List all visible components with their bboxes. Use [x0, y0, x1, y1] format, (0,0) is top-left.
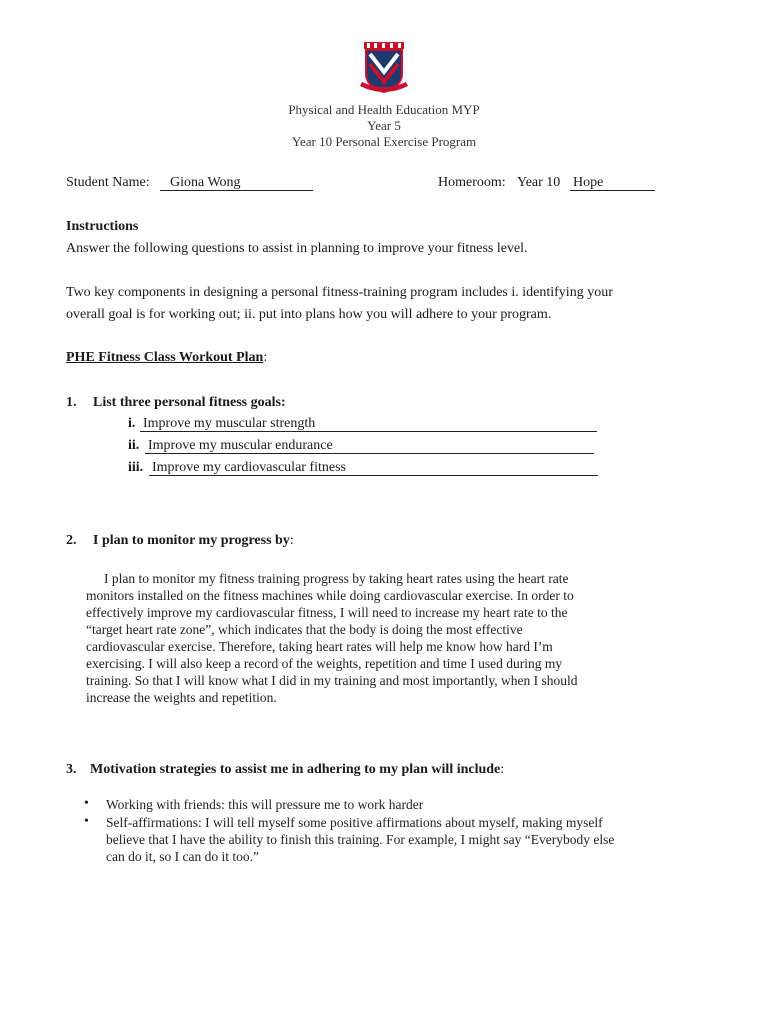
q2-question: I plan to monitor my progress by: [93, 533, 290, 548]
goal-2-number: ii.: [128, 438, 140, 453]
student-name-label: Student Name:: [66, 175, 150, 190]
bullet-dot-icon: •: [84, 814, 89, 829]
q2-answer-line: cardiovascular exercise. Therefore, taking heart rates will help me know how hard I’m: [86, 639, 553, 654]
homeroom-value: Hope: [573, 175, 604, 190]
header-line-2: Year 5: [367, 118, 401, 133]
student-name-value: Giona Wong: [170, 175, 241, 190]
q2-answer-line: increase the weights and repetition.: [86, 690, 277, 705]
q3-question: Motivation strategies to assist me in adhering to my plan will include: [90, 762, 501, 777]
motivation-item-line: Self-affirmations: I will tell myself some positive affirmations about myself, making myself: [106, 815, 603, 830]
goal-1-text: Improve my muscular strength: [143, 416, 316, 431]
q1-number: 1.: [66, 395, 77, 410]
goal-3-text: Improve my cardiovascular fitness: [152, 460, 346, 475]
q2-colon: :: [289, 533, 294, 548]
school-crest-logo: [358, 40, 410, 96]
q2-answer-line: monitors installed on the fitness machines while doing cardiovascular exercise. In order to: [86, 588, 574, 603]
q2-answer-line: I plan to monitor my fitness training progress by taking heart rates using the heart rate: [104, 571, 569, 586]
q2-question-row: [93, 533, 294, 549]
goal-1-underline: [140, 431, 597, 432]
q2-answer-line: effectively improve my cardiovascular fitness, I will need to increase my heart rate to the: [86, 605, 568, 620]
q1-question: List three personal fitness goals:: [93, 395, 286, 410]
goal-1-number: i.: [128, 416, 136, 431]
bullet-dot-icon: •: [84, 796, 89, 811]
q3-question-row: [90, 762, 504, 778]
header-line-1: Physical and Health Education MYP: [288, 102, 480, 117]
motivation-item-line: believe that I have the ability to finish this training. For example, I might say “Everybody else: [106, 832, 615, 847]
components-line-1: Two key components in designing a personal fitness-training program includes i. identifying your: [66, 285, 613, 300]
q2-answer: [86, 570, 706, 706]
q2-answer-line: “target heart rate zone”, which indicates that the body is doing the most effective: [86, 622, 523, 637]
q2-number: 2.: [66, 533, 77, 548]
components-line-2: overall goal is for working out; ii. put into plans how you will adhere to your program.: [66, 307, 552, 322]
homeroom-prefix: Year 10: [517, 175, 561, 190]
homeroom-label: Homeroom:: [438, 175, 506, 190]
goal-3-number: iii.: [128, 460, 144, 475]
motivation-item-line: Working with friends: this will pressure me to work harder: [106, 797, 424, 812]
header-line-3: Year 10 Personal Exercise Program: [291, 134, 477, 149]
instructions-text: Answer the following questions to assist in planning to improve your fitness level.: [66, 241, 528, 256]
plan-title: PHE Fitness Class Workout Plan: [66, 350, 264, 365]
motivation-item-line: can do it, so I can do it too.”: [106, 849, 259, 864]
plan-title-row: [66, 350, 267, 366]
goal-3-underline: [149, 475, 598, 476]
q2-answer-line: training. So that I will know what I did in my training and most importantly, when I should: [86, 673, 578, 688]
motivation-item-1: [106, 796, 706, 813]
motivation-item-2: [106, 814, 706, 865]
goal-2-underline: [145, 453, 594, 454]
q3-colon: :: [500, 762, 505, 777]
q2-answer-line: exercising. I will also keep a record of the weights, repetition and time I used during my: [86, 656, 563, 671]
instructions-heading: Instructions: [66, 219, 139, 234]
q3-number: 3.: [66, 762, 77, 777]
plan-title-colon: :: [263, 350, 268, 365]
goal-2-text: Improve my muscular endurance: [148, 438, 333, 453]
